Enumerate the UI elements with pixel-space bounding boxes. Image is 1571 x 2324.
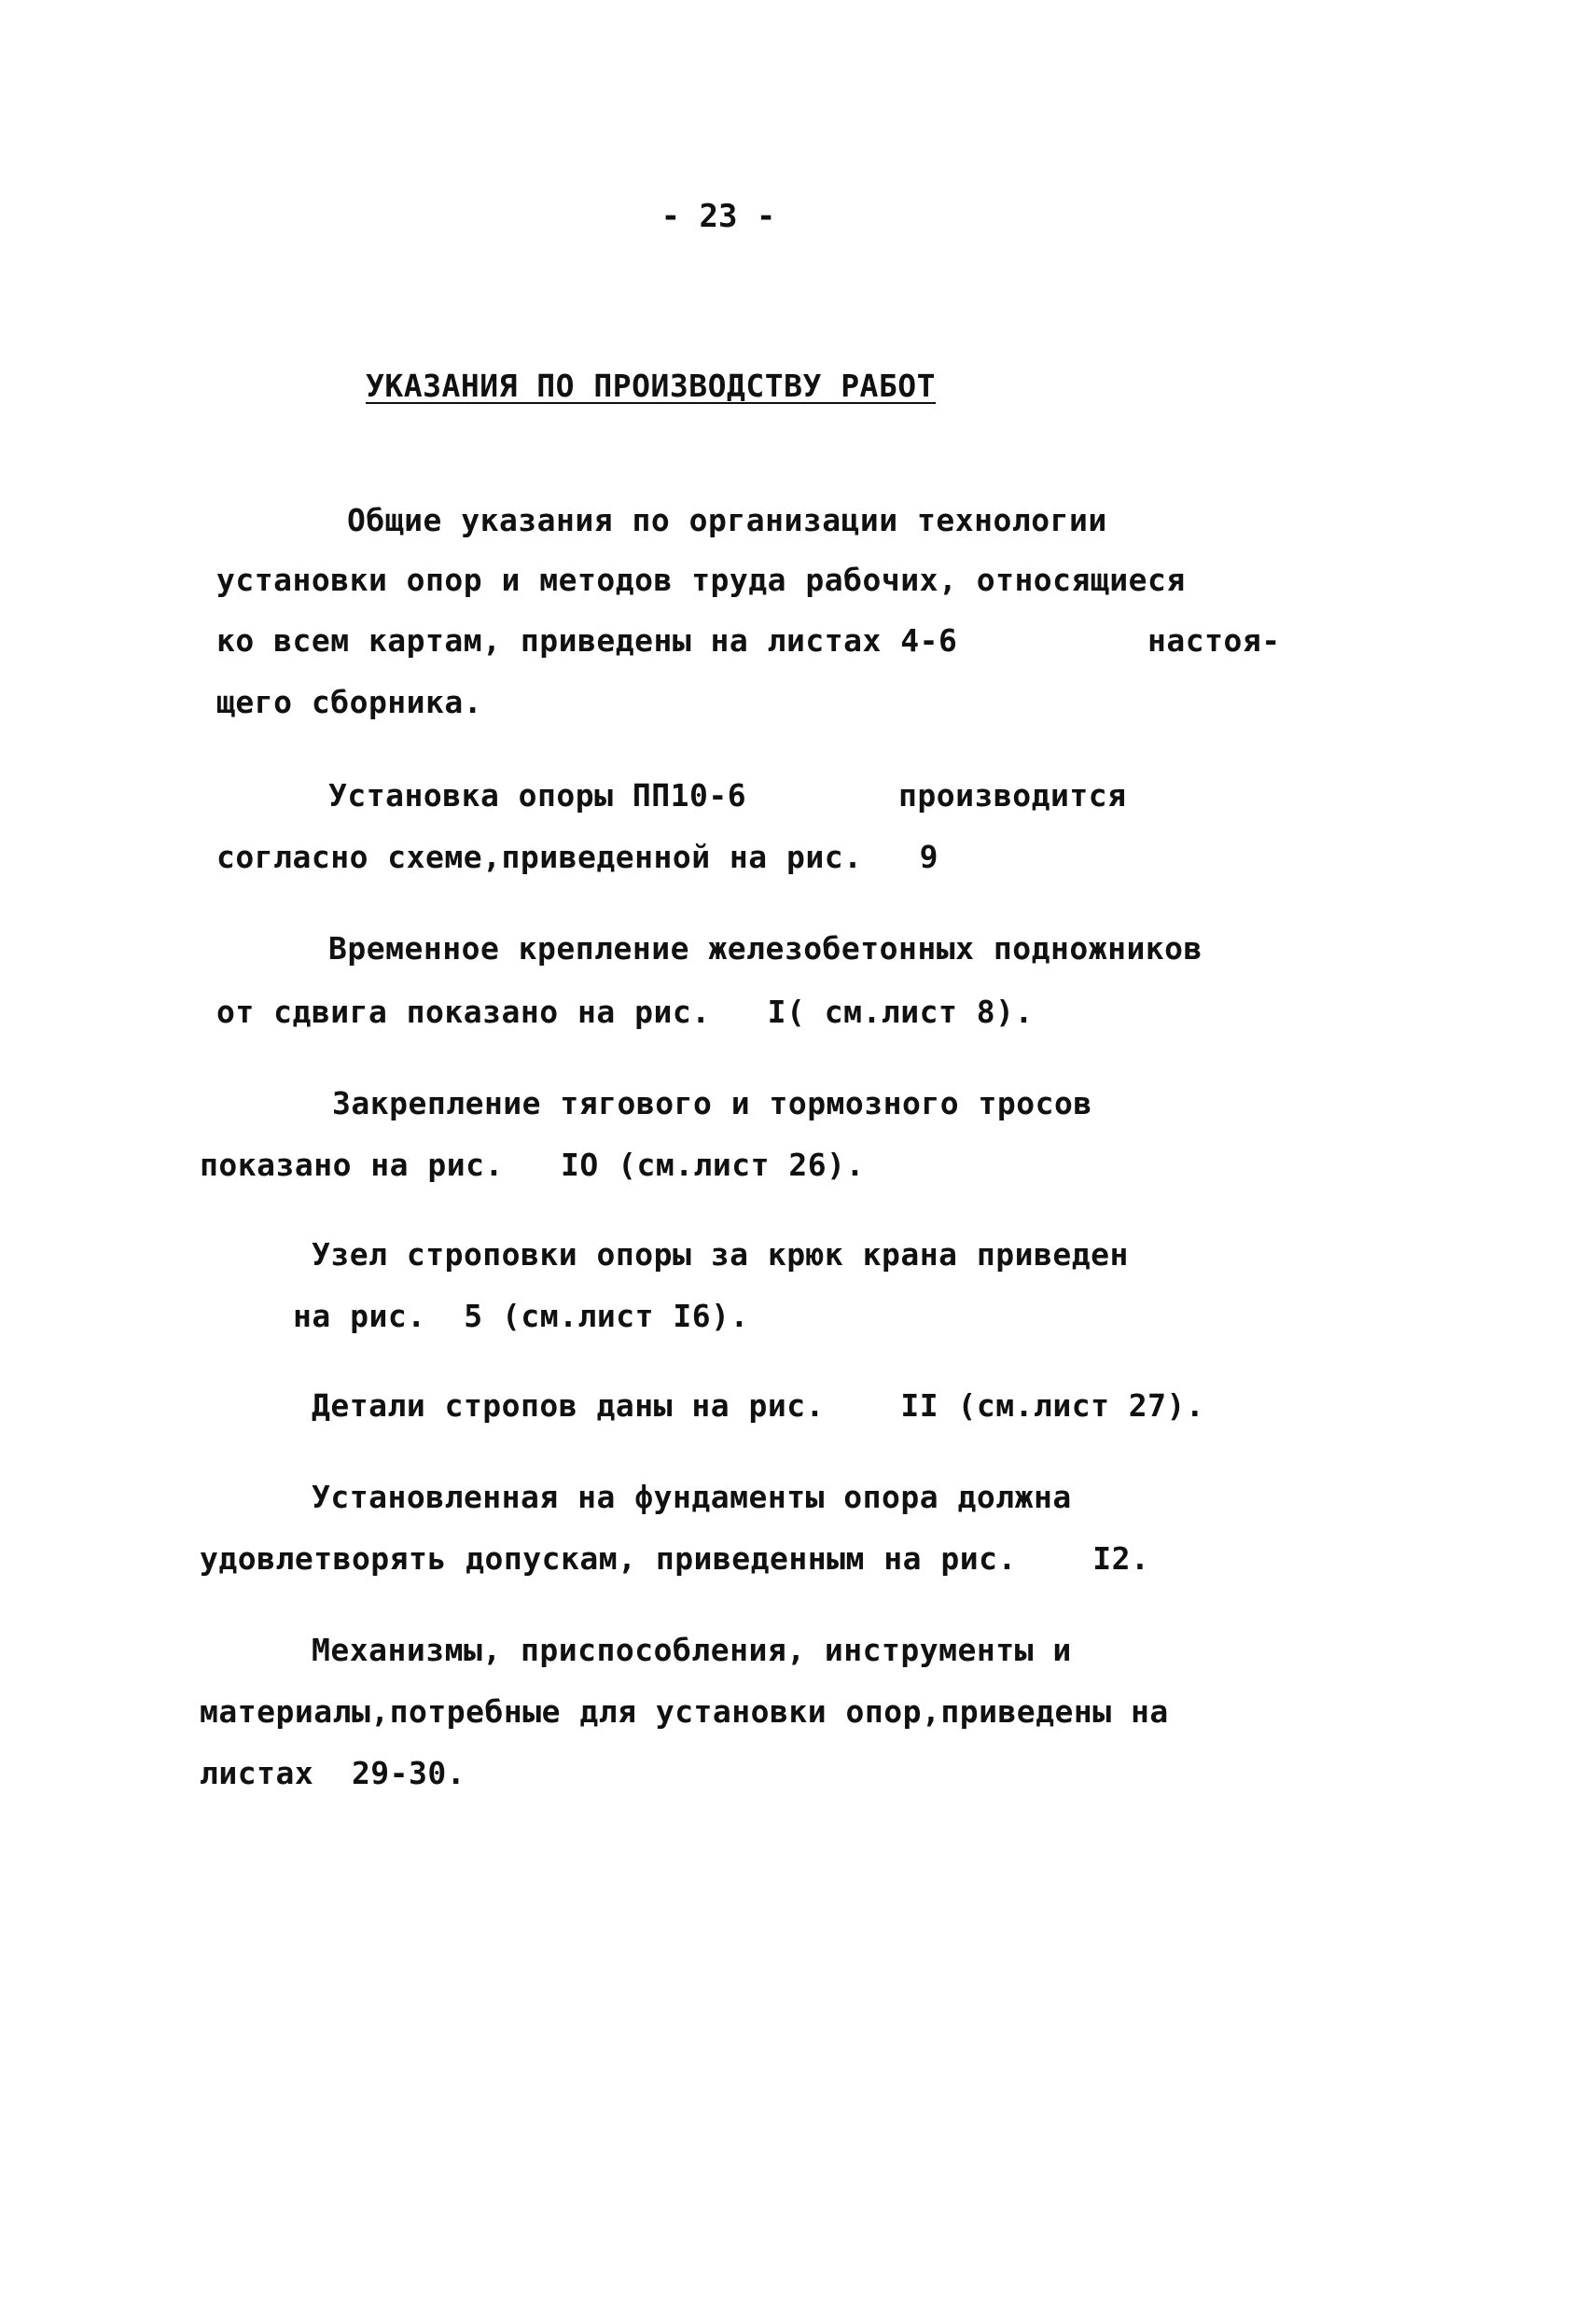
paragraph-line: Закрепление тягового и тормозного тросов [332, 1085, 1092, 1121]
paragraph-line: Узел строповки опоры за крюк крана приведен [312, 1236, 1129, 1273]
paragraph-line: щего сборника. [216, 684, 483, 720]
page-number: - 23 - [660, 198, 776, 235]
paragraph-line: Установка опоры ПП10-6 производится [328, 777, 1127, 814]
paragraph-line: от сдвига показано на рис. I( см.лист 8). [216, 994, 1034, 1030]
paragraph-line: согласно схеме,приведенной на рис. 9 [216, 839, 938, 875]
paragraph-line: Механизмы, приспособления, инструменты и [312, 1632, 1072, 1668]
paragraph-line: ко всем картам, приведены на листах 4-6 настоя- [216, 622, 1281, 659]
paragraph-line: Общие указания по организации технологии [347, 502, 1107, 538]
paragraph-line: Установленная на фундаменты опора должна [312, 1479, 1072, 1515]
paragraph-line: Временное крепление железобетонных подножников [328, 930, 1203, 967]
section-heading: УКАЗАНИЯ ПО ПРОИЗВОДСТВУ РАБОТ [366, 368, 937, 404]
paragraph-line: листах 29-30. [200, 1755, 466, 1791]
paragraph-line: установки опор и методов труда рабочих, относящиеся [216, 562, 1186, 598]
paragraph-line: удовлетворять допускам, приведенным на рис. I2. [200, 1540, 1150, 1577]
paragraph-line: показано на рис. IO (см.лист 26). [200, 1147, 865, 1183]
paragraph-line: на рис. 5 (см.лист I6). [293, 1298, 749, 1334]
paragraph-line: Детали стропов даны на рис. II (см.лист 27). [312, 1387, 1205, 1424]
paragraph-line: материалы,потребные для установки опор,приведены на [200, 1693, 1169, 1730]
